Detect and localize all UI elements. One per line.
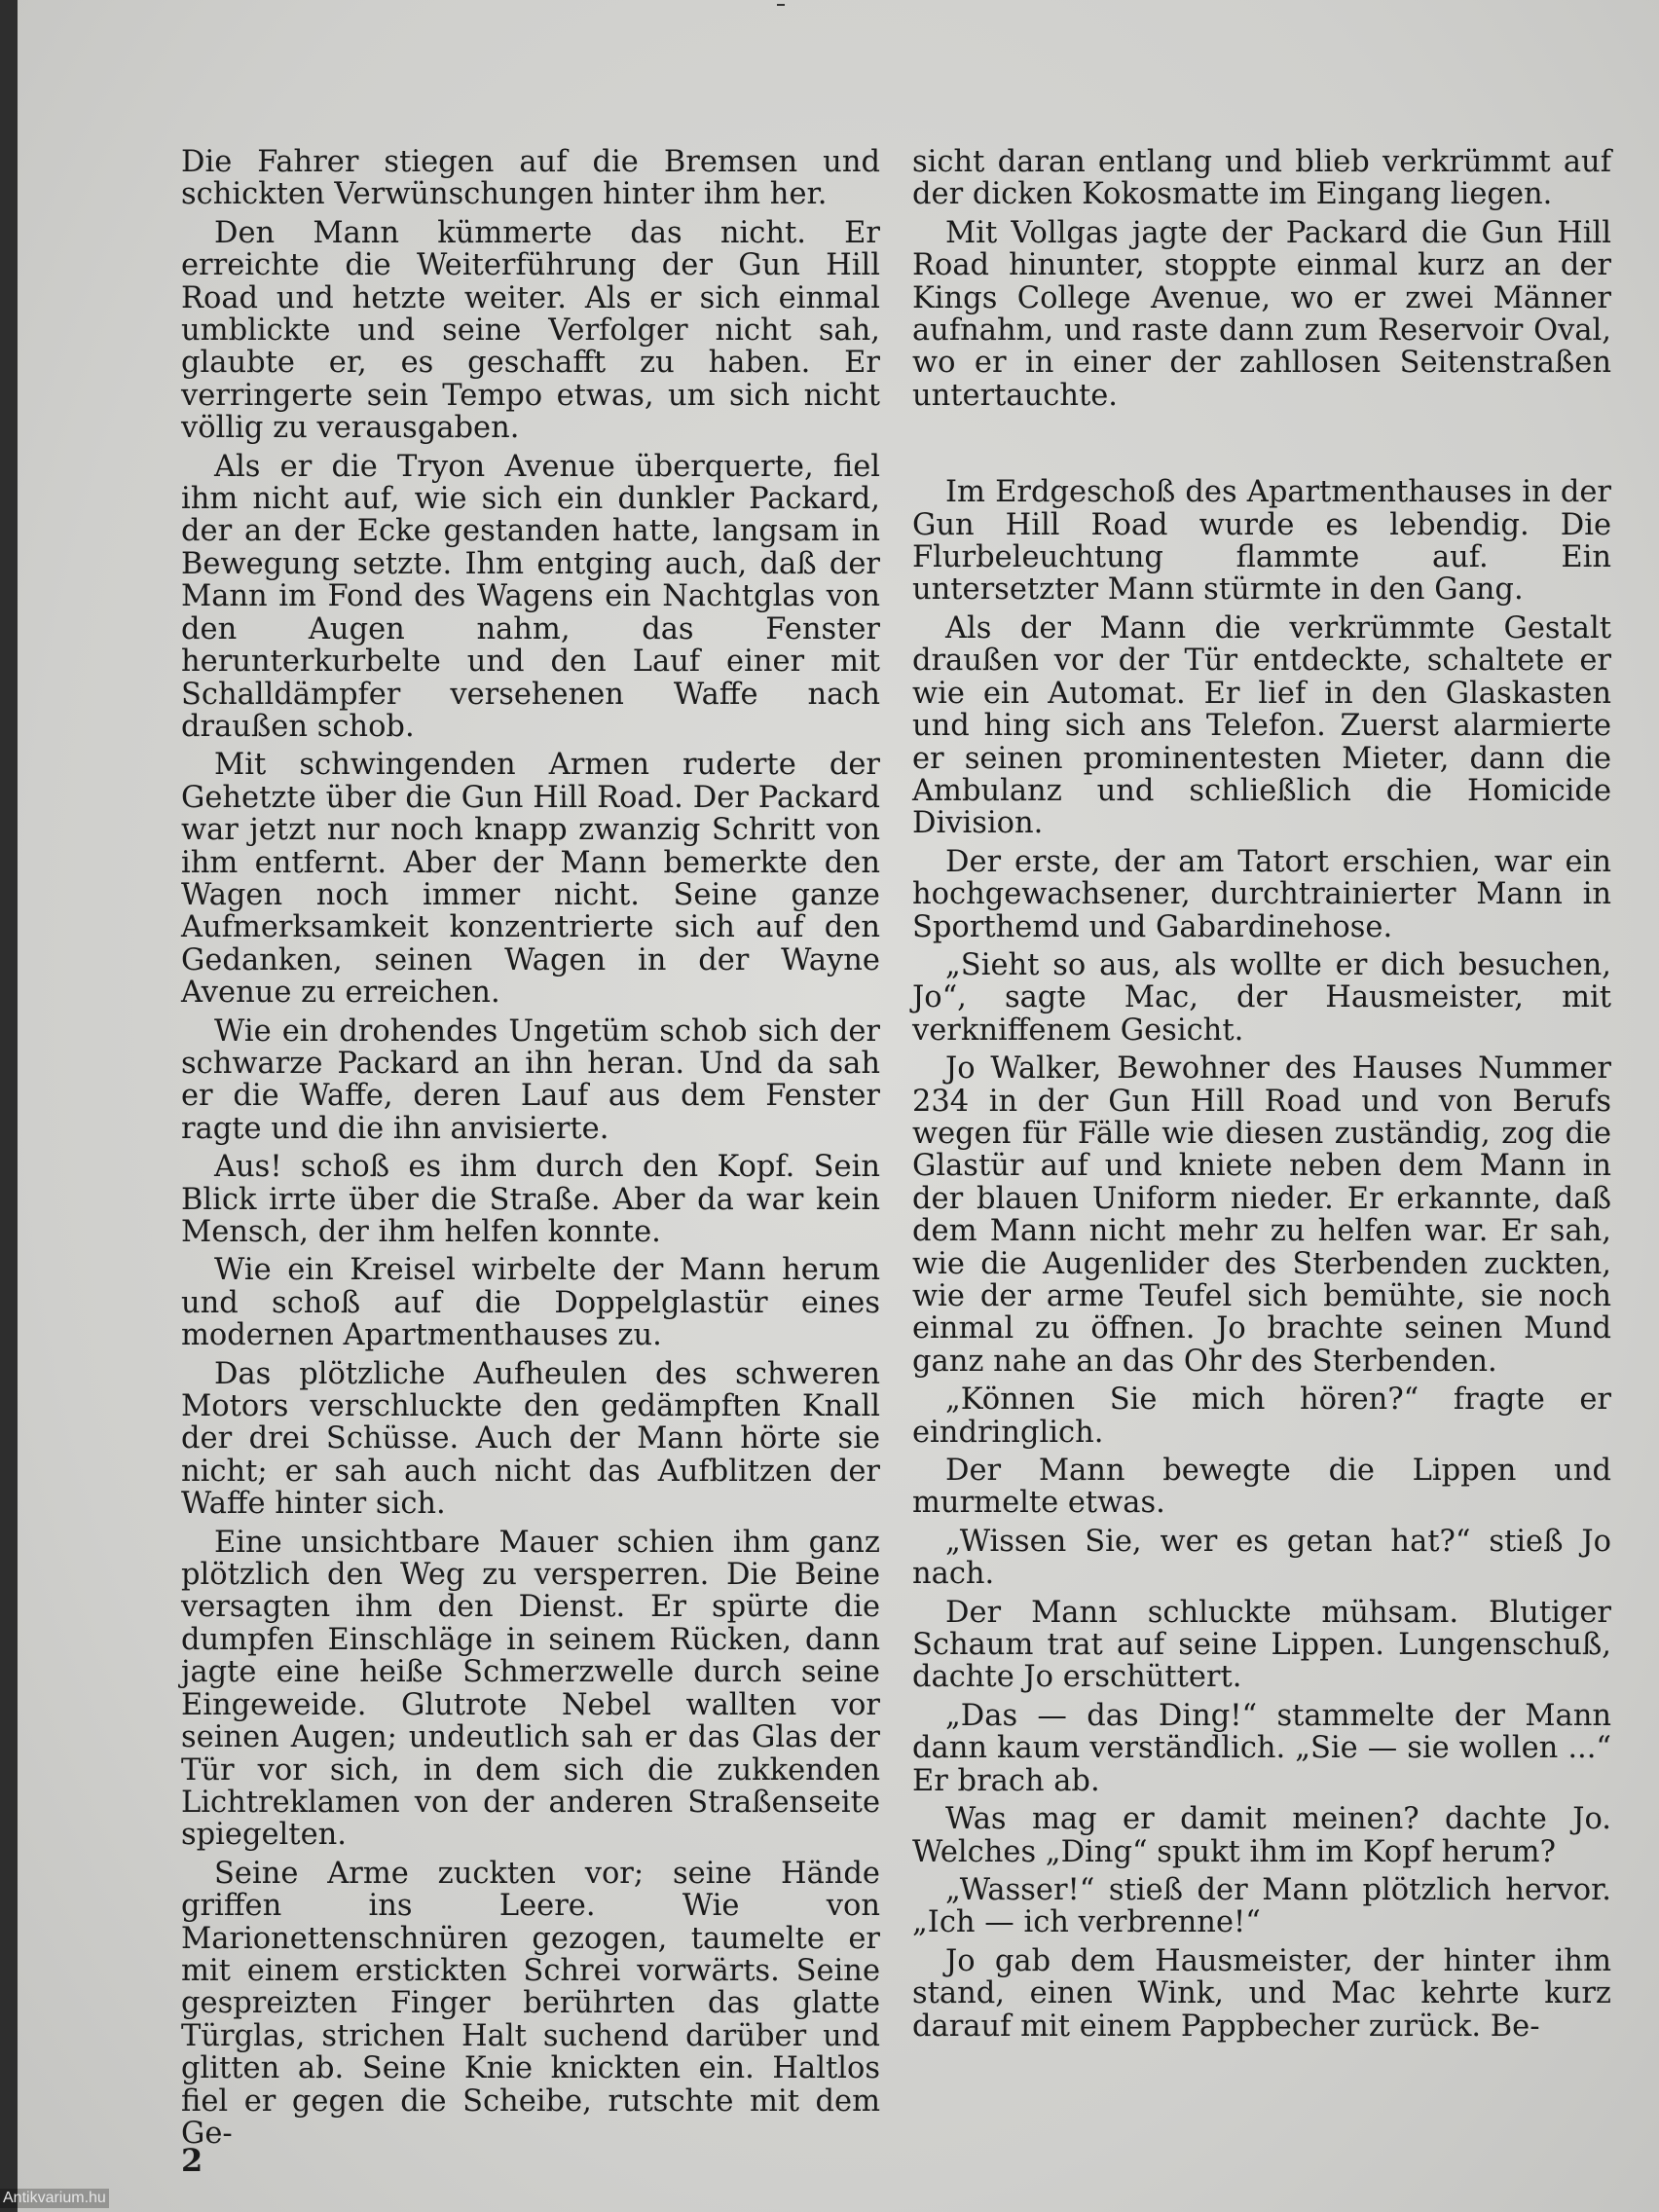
paragraph: Das plötzliche Aufheulen des schweren Motors verschluckte den gedämpften Knall der drei Schüsse. Auch der Mann hörte sie nicht; er sah auch nicht das Aufblitzen der Waffe hinter sich.	[181, 1356, 880, 1522]
paragraph: „Das — das Ding!“ stammelte der Mann dann kaum verständlich. „Sie — sie wollen ...“ Er brach ab.	[912, 1698, 1611, 1798]
paragraph: Was mag er damit meinen? dachte Jo. Welches „Ding“ spukt ihm im Kopf herum?	[912, 1802, 1611, 1869]
paragraph: Der Mann schluckte mühsam. Blutiger Schaum trat auf seine Lippen. Lungenschuß, dachte Jo erschüttert.	[912, 1595, 1611, 1695]
paragraph: Im Erdgeschoß des Apartmenthauses in der Gun Hill Road wurde es lebendig. Die Flurbeleuchtung flammte auf. Ein untersetzter Mann stürmte in den Gang.	[912, 475, 1611, 608]
book-page	[18, 0, 1659, 2212]
paragraph: „Können Sie mich hören?“ fragte er eindringlich.	[912, 1382, 1611, 1450]
paragraph: sicht daran entlang und blieb verkrümmt auf der dicken Kokosmatte im Eingang liegen.	[912, 145, 1611, 212]
paragraph: Jo gab dem Hausmeister, der hinter ihm stand, einen Wink, und Mac kehrte kurz darauf mit einem Pappbecher zurück. Be-	[912, 1943, 1611, 2044]
right-column	[912, 146, 1611, 2048]
paragraph: Wie ein drohendes Ungetüm schob sich der schwarze Packard an ihn heran. Und da sah er die Waffe, deren Lauf aus dem Fenster ragte und die ihn anvisierte.	[181, 1014, 880, 1146]
paragraph: Als der Mann die verkrümmte Gestalt draußen vor der Tür entdeckte, schaltete er wie ein Automat. Er lief in den Glaskasten und hing sich ans Telefon. Zuerst alarmierte er seinen prominentesten Mieter, dann die Ambulanz und schließlich die Homicide Division.	[912, 610, 1611, 841]
paragraph: Wie ein Kreisel wirbelte der Mann herum und schoß auf die Doppelglastür eines modernen Apartmenthauses zu.	[181, 1253, 880, 1353]
paragraph: Mit schwingenden Armen ruderte der Gehetzte über die Gun Hill Road. Der Packard war jetzt nur noch knapp zwanzig Schritt von ihm entfernt. Aber der Mann bemerkte den Wagen noch immer nicht. Seine ganze Aufmerksamkeit konzentrierte sich auf den Gedanken, seinen Wagen in der Wayne Avenue zu erreichen.	[181, 748, 880, 1011]
paragraph: Der Mann bewegte die Lippen und murmelte etwas.	[912, 1454, 1611, 1521]
paragraph: Den Mann kümmerte das nicht. Er erreichte die Weiterführung der Gun Hill Road und hetzte weiter. Als er sich einmal umblickte und seine Verfolger nicht sah, glaubte er, es geschafft zu haben. Er verringerte sein Tempo etwas, um sich nicht völlig zu verausgaben.	[181, 215, 880, 446]
paragraph: Der erste, der am Tatort erschien, war ein hochgewachsener, durchtrainierter Mann in Sporthemd und Gabardinehose.	[912, 844, 1611, 944]
watermark: Antikvarium.hu	[0, 2189, 109, 2208]
paragraph: „Wasser!“ stieß der Mann plötzlich hervor. „Ich — ich verbrenne!“	[912, 1872, 1611, 1940]
section-break	[912, 418, 1611, 476]
paragraph: Eine unsichtbare Mauer schien ihm ganz plötzlich den Weg zu versperren. Die Beine versagten ihm den Dienst. Er spürte die dumpfen Einschläge in seinem Rücken, dann jagte eine heiße Schmerzwelle durch seine Eingeweide. Glutrote Nebel wallten vor seinen Augen; undeutlich sah er das Glas der Tür vor sich, in dem sich die zukkenden Lichtreklamen von der anderen Straßenseite spiegelten.	[181, 1525, 880, 1853]
paragraph: „Sieht so aus, als wollte er dich besuchen, Jo“, sagte Mac, der Hausmeister, mit verkniffenem Gesicht.	[912, 947, 1611, 1048]
paragraph: Seine Arme zuckten vor; seine Hände griffen ins Leere. Wie von Marionettenschnüren gezogen, taumelte er mit einem erstickten Schrei vorwärts. Seine gespreizten Finger berührten das glatte Türglas, strichen Halt suchend darüber und glitten ab. Seine Knie knickten ein. Haltlos fiel er gegen die Scheibe, rutschte mit dem Ge-	[181, 1856, 880, 2151]
paragraph: Als er die Tryon Avenue überquerte, fiel ihm nicht auf, wie sich ein dunkler Packard, der an der Ecke gestanden hatte, langsam in Bewegung setzte. Ihm entging auch, daß der Mann im Fond des Wagens ein Nachtglas von den Augen nahm, das Fenster herunterkurbelte und den Lauf einer mit Schalldämpfer versehenen Waffe nach draußen schob.	[181, 449, 880, 744]
paragraph: Jo Walker, Bewohner des Hauses Nummer 234 in der Gun Hill Road und von Berufs wegen für Fälle wie diesen zuständig, zog die Glastür auf und kniete neben dem Mann in der blauen Uniform nieder. Er erkannte, daß dem Mann nicht mehr zu helfen war. Er sah, wie die Augenlider des Sterbenden zuckten, wie der arme Teufel sich bemühte, sie noch einmal zu öffnen. Jo brachte seinen Mund ganz nahe an das Ohr des Sterbenden.	[912, 1051, 1611, 1379]
page-number: 2	[181, 2142, 203, 2179]
paragraph: Mit Vollgas jagte der Packard die Gun Hill Road hinunter, stoppte einmal kurz an der Kings College Avenue, wo er zwei Männer aufnahm, und raste dann zum Reservoir Oval, wo er in einer der zahllosen Seitenstraßen untertauchte.	[912, 215, 1611, 413]
left-column	[181, 146, 880, 2156]
paragraph: „Wissen Sie, wer es getan hat?“ stieß Jo nach.	[912, 1524, 1611, 1592]
paragraph: Die Fahrer stiegen auf die Bremsen und schickten Verwünschungen hinter ihm her.	[181, 145, 880, 212]
print-mark	[777, 4, 785, 6]
paragraph: Aus! schoß es ihm durch den Kopf. Sein Blick irrte über die Straße. Aber da war kein Mensch, der ihm helfen konnte.	[181, 1150, 880, 1249]
